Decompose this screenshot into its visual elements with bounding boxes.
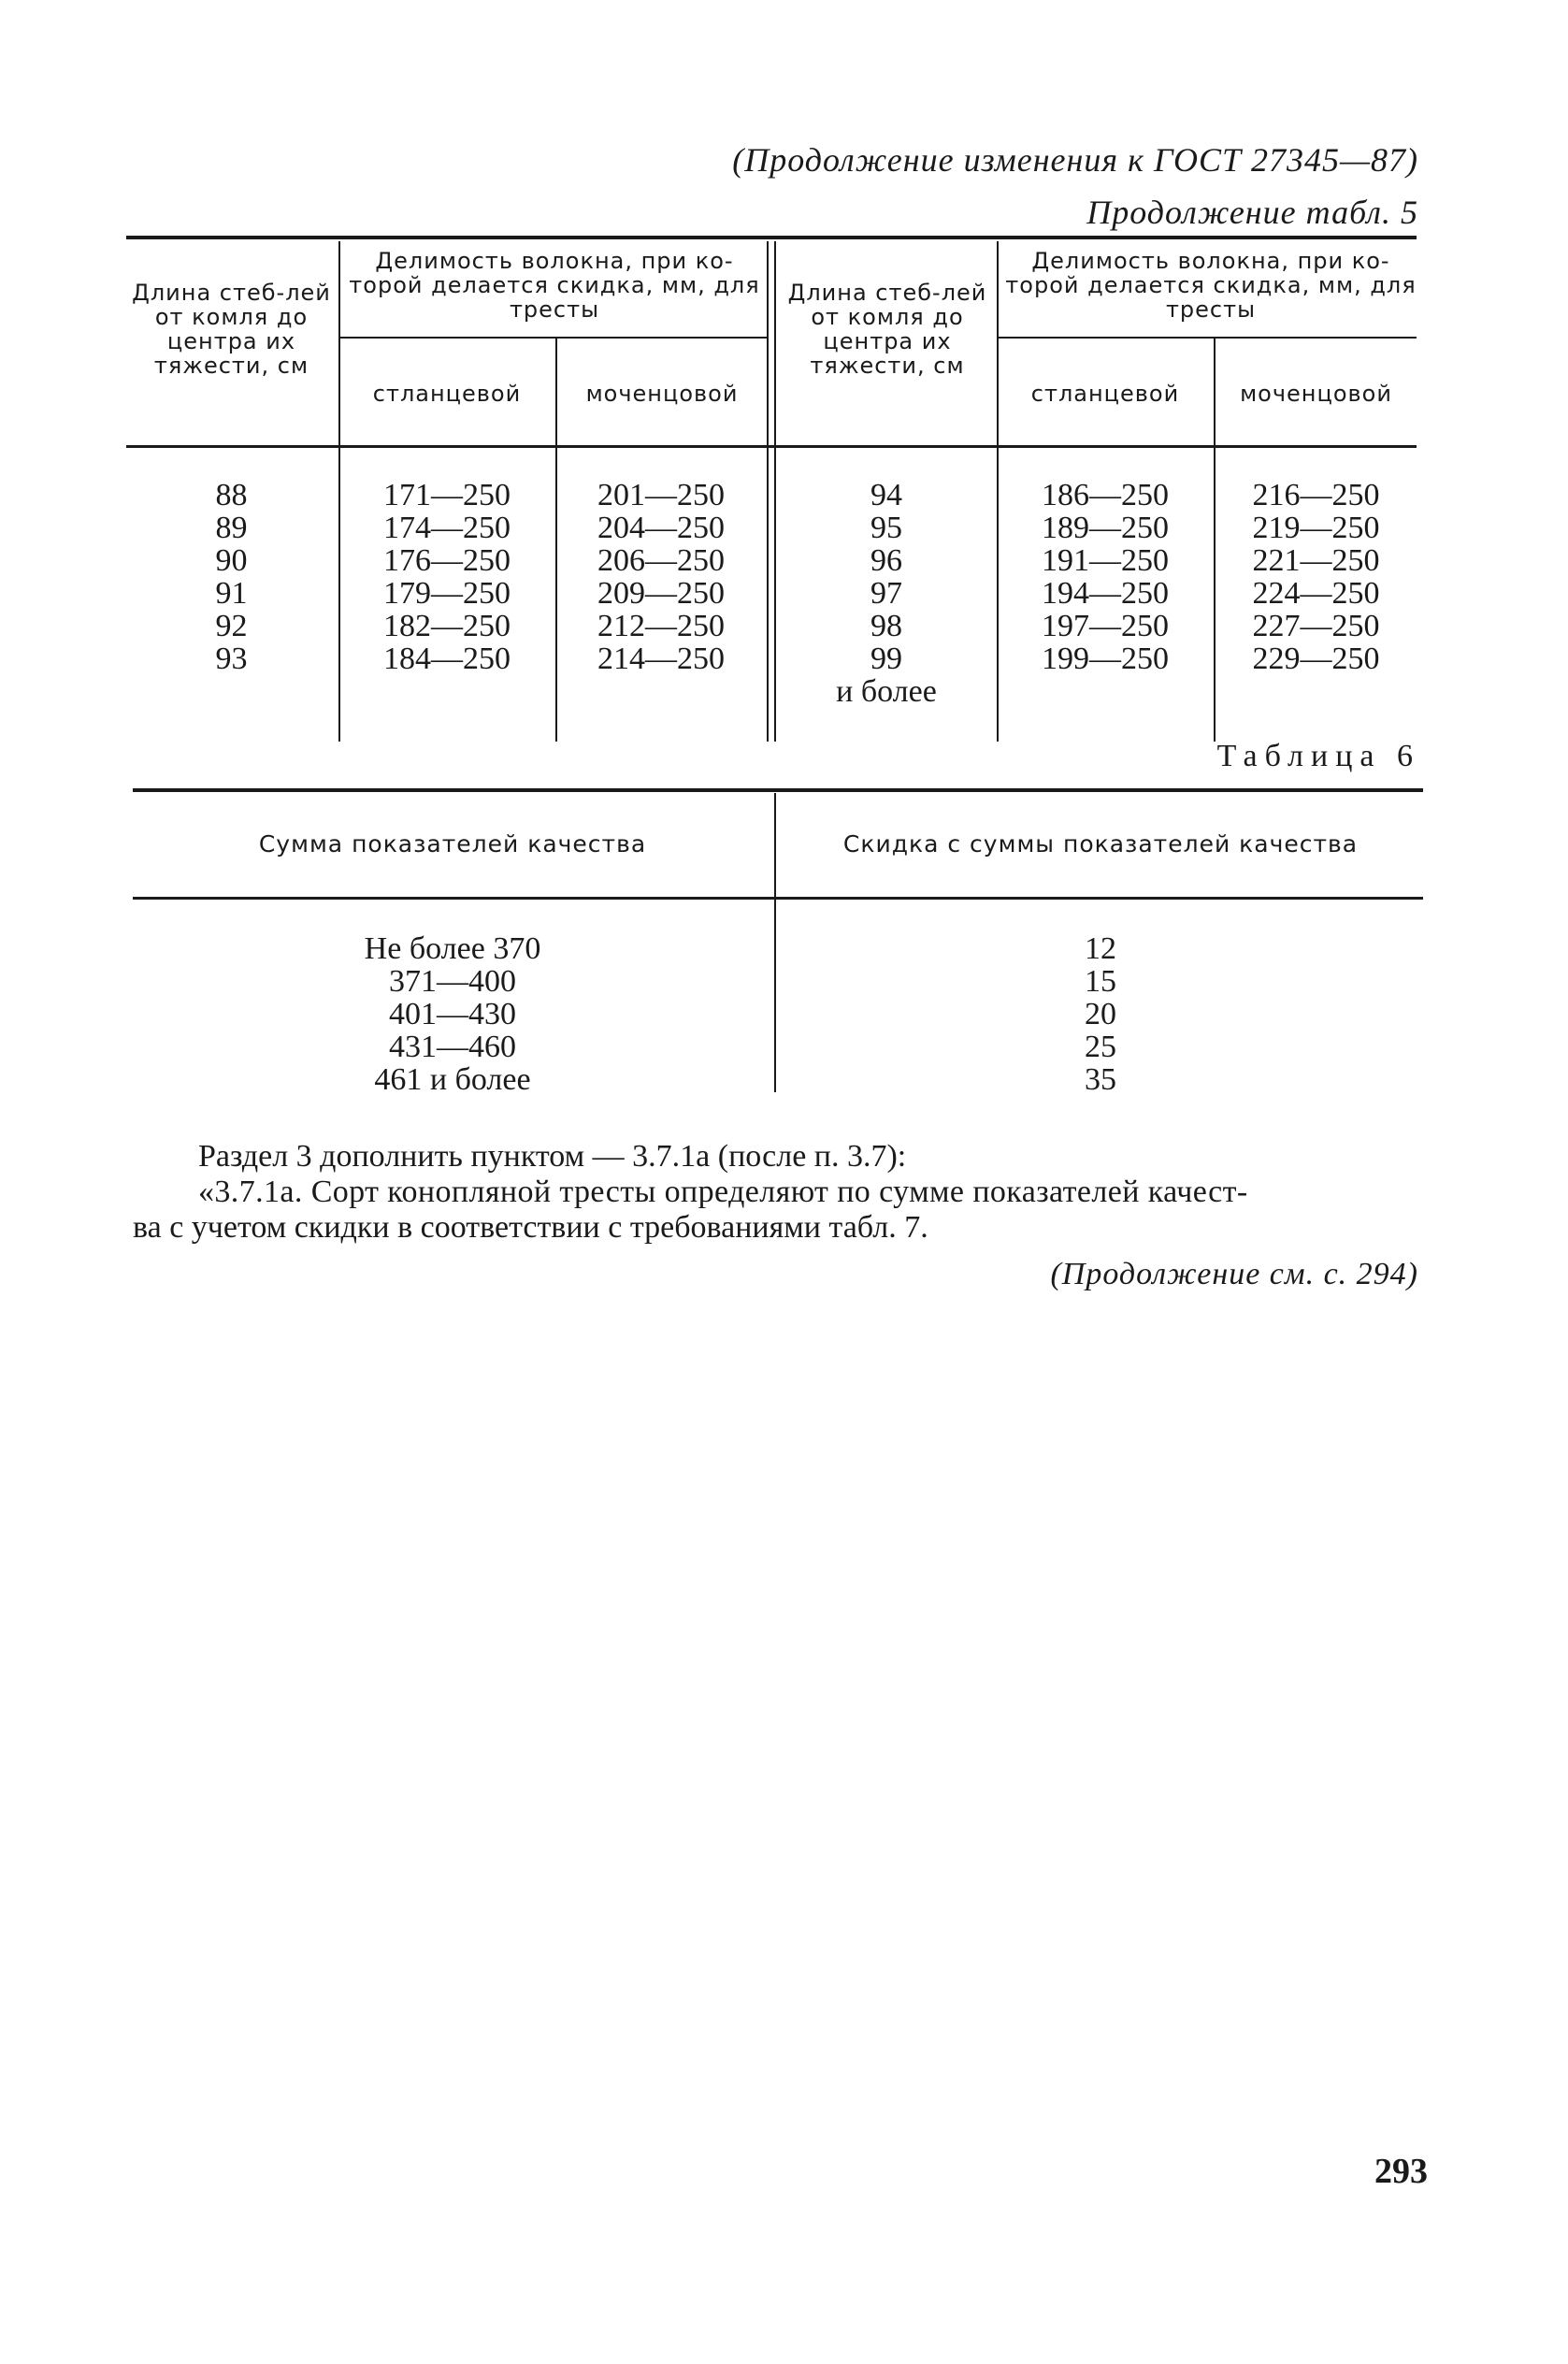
table-cell: 90 — [215, 543, 248, 578]
table6-title: Таблица 6 — [1216, 739, 1420, 773]
table-cell: 35 — [1085, 1062, 1116, 1097]
table-cell: 189—250 — [1042, 511, 1169, 545]
table-cell: 184—250 — [383, 641, 511, 676]
table-cell: 25 — [1085, 1030, 1116, 1064]
table-cell: 20 — [1085, 997, 1116, 1031]
table-cell: 93 — [215, 641, 248, 676]
table-cell: 179—250 — [383, 576, 511, 611]
table-cell: 12 — [1085, 931, 1116, 966]
table-cell: 92 — [215, 609, 248, 643]
table-cell: и более — [836, 674, 937, 709]
table5-subheader-rule-right — [999, 337, 1417, 339]
table-cell: 214—250 — [597, 641, 725, 676]
table-cell: 182—250 — [383, 609, 511, 643]
table5-top-rule — [126, 236, 1417, 239]
table5-stlantsevoy-right — [999, 479, 1212, 675]
table5-header-stlantsevoy-right: стланцевой — [1030, 381, 1180, 407]
continuation-note: (Продолжение изменения к ГОСТ 27345—87) — [732, 141, 1418, 179]
table-cell: 431—460 — [389, 1030, 516, 1064]
table5-header-length-left: Длина стеб-лей от комля до центра их тяжести, см — [132, 280, 331, 379]
table5-double-divider — [774, 241, 776, 742]
continued-note: (Продолжение см. с. 294) — [1050, 1257, 1418, 1291]
table-cell: 229—250 — [1252, 641, 1380, 676]
table-cell: 97 — [870, 576, 902, 611]
table-cell: 174—250 — [383, 511, 511, 545]
table5-header-divisibility-right: Делимость волокна, при ко-торой делается скидка, мм, для тресты — [1005, 248, 1417, 323]
table-cell: 186—250 — [1042, 478, 1169, 512]
table-cell: 206—250 — [597, 543, 725, 578]
body-line-2: «3.7.1а. Сорт конопляной тресты определяют по сумме показателей качест- — [198, 1175, 1248, 1209]
table5-lengths-right — [778, 479, 995, 708]
table-cell: 89 — [215, 511, 248, 545]
table5-subheader-rule-left — [338, 337, 767, 339]
table5-mochentsovoy-left — [557, 479, 765, 675]
table-cell: 227—250 — [1252, 609, 1380, 643]
table-cell: 224—250 — [1252, 576, 1380, 611]
table-cell: 15 — [1085, 964, 1116, 999]
table5-header-divisibility-left: Делимость волокна, при ко-торой делается скидка, мм, для тресты — [349, 248, 760, 323]
table-cell: 201—250 — [597, 478, 725, 512]
table-cell: 209—250 — [597, 576, 725, 611]
table-cell: 176—250 — [383, 543, 511, 578]
table-cell: 99 — [870, 641, 902, 676]
table-cell: 371—400 — [389, 964, 516, 999]
table-cell: 199—250 — [1042, 641, 1169, 676]
table5-header-bottom-rule — [126, 445, 1417, 448]
table-cell: 221—250 — [1252, 543, 1380, 578]
table6-header-discount: Скидка с суммы показателей качества — [842, 830, 1359, 858]
table-cell: 98 — [870, 609, 902, 643]
body-line-1: Раздел 3 дополнить пунктом — 3.7.1а (после п. 3.7): — [198, 1139, 907, 1174]
table5-header-mochentsovoy-right: моченцовой — [1240, 381, 1392, 407]
table6-top-rule — [133, 788, 1423, 792]
table5-mochentsovoy-right — [1216, 479, 1417, 675]
table-cell: 191—250 — [1042, 543, 1169, 578]
table6-header-bottom-rule — [133, 897, 1423, 900]
table5-header-stlantsevoy-left: стланцевой — [372, 381, 522, 407]
table6-sums — [133, 932, 772, 1096]
table-cell: 171—250 — [383, 478, 511, 512]
table5-header-length-right: Длина стеб-лей от комля до центра их тяжести, см — [787, 280, 987, 379]
table-cell: 94 — [870, 478, 902, 512]
table6-header-sum: Сумма показателей качества — [258, 830, 647, 858]
table5-lengths-left — [126, 479, 337, 675]
table-cell: 216—250 — [1252, 478, 1380, 512]
table-cell: 212—250 — [597, 609, 725, 643]
table-cell: 91 — [215, 576, 248, 611]
table5-stlantsevoy-left — [340, 479, 554, 675]
table-cell: 461 и более — [374, 1062, 531, 1097]
body-line-3: ва с учетом скидки в соответствии с требованиями табл. 7. — [133, 1210, 928, 1245]
table-cell: Не более 370 — [364, 931, 541, 966]
table6-divider — [774, 793, 776, 1092]
table-continuation-label: Продолжение табл. 5 — [1086, 194, 1418, 231]
table-cell: 96 — [870, 543, 902, 578]
table-cell: 194—250 — [1042, 576, 1169, 611]
page-number: 293 — [1374, 2152, 1428, 2191]
table6-discounts — [778, 932, 1423, 1096]
table-cell: 197—250 — [1042, 609, 1169, 643]
table-cell: 401—430 — [389, 997, 516, 1031]
table-cell: 88 — [215, 478, 248, 512]
table5-double-divider — [767, 241, 769, 742]
table-cell: 95 — [870, 511, 902, 545]
table-cell: 219—250 — [1252, 511, 1380, 545]
table5-header-mochentsovoy-left: моченцовой — [585, 381, 739, 407]
table-cell: 204—250 — [597, 511, 725, 545]
